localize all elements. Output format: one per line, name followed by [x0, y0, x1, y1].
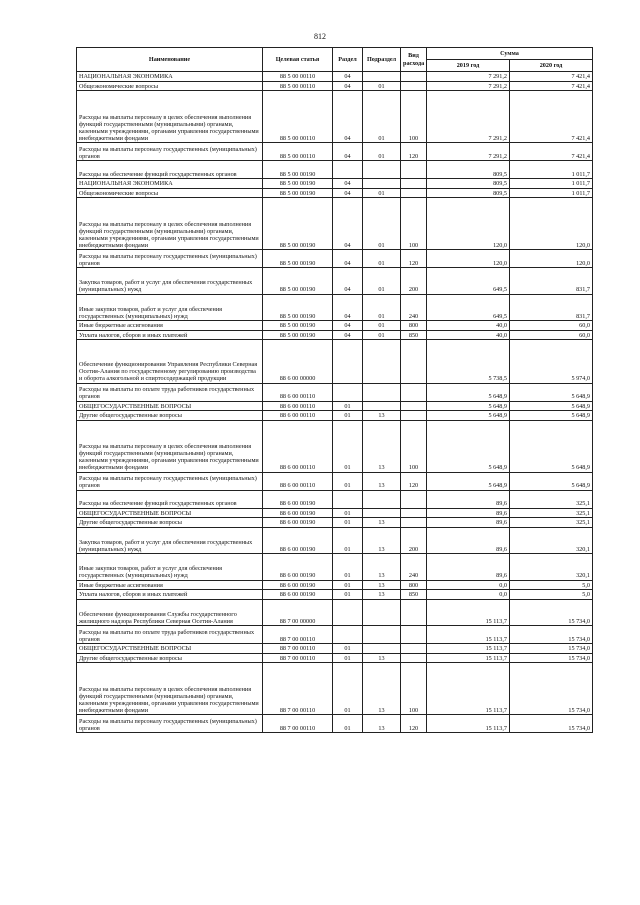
row-expense-type-cell: [401, 383, 427, 401]
row-name-cell: Расходы на обеспечение функций государственных органов: [77, 490, 263, 508]
row-subsection-cell: 01: [363, 330, 401, 340]
row-article-cell: 88 5 00 00190: [263, 294, 333, 321]
row-name-cell: Другие общегосударственные вопросы: [77, 653, 263, 663]
row-expense-type-cell: [401, 644, 427, 654]
row-subsection-cell: [363, 490, 401, 508]
row-sum-2020-cell: 320,1: [510, 554, 593, 581]
row-section-cell: [333, 599, 363, 626]
row-name-cell: Расходы на выплаты по оплате труда работников государственных органов: [77, 383, 263, 401]
row-subsection-cell: 13: [363, 472, 401, 490]
table-row: [77, 321, 593, 331]
row-article-cell: 88 5 00 00190: [263, 188, 333, 198]
row-sum-2019-cell: 40,0: [427, 321, 510, 331]
table-row: [77, 653, 593, 663]
row-section-cell: 01: [333, 580, 363, 590]
table-row: [77, 508, 593, 518]
row-section-cell: 01: [333, 411, 363, 421]
row-expense-type-cell: 120: [401, 472, 427, 490]
row-subsection-cell: [363, 644, 401, 654]
row-subsection-cell: 13: [363, 590, 401, 600]
row-subsection-cell: 01: [363, 321, 401, 331]
table-row: [77, 590, 593, 600]
budget-table: [76, 47, 593, 733]
row-sum-2020-cell: 831,7: [510, 268, 593, 295]
row-sum-2020-cell: 60,0: [510, 321, 593, 331]
row-expense-type-cell: 100: [401, 420, 427, 472]
row-article-cell: 88 5 00 00110: [263, 72, 333, 82]
row-article-cell: 88 6 00 00190: [263, 508, 333, 518]
row-expense-type-cell: 200: [401, 527, 427, 554]
row-sum-2019-cell: 89,6: [427, 490, 510, 508]
row-subsection-cell: 13: [363, 411, 401, 421]
row-sum-2020-cell: 15 734,0: [510, 599, 593, 626]
row-sum-2020-cell: 5 648,9: [510, 420, 593, 472]
row-section-cell: 01: [333, 653, 363, 663]
row-name-cell: Расходы на выплаты персоналу государственных (муниципальных) органов: [77, 715, 263, 733]
row-article-cell: 88 5 00 00190: [263, 330, 333, 340]
row-subsection-cell: 01: [363, 198, 401, 250]
header-article: Целевая статья: [263, 48, 333, 72]
row-name-cell: Другие общегосударственные вопросы: [77, 411, 263, 421]
table-row: [77, 420, 593, 472]
row-section-cell: 04: [333, 72, 363, 82]
row-article-cell: 88 7 00 00110: [263, 663, 333, 715]
row-subsection-cell: 13: [363, 527, 401, 554]
row-section-cell: 04: [333, 268, 363, 295]
row-name-cell: Иные закупки товаров, работ и услуг для обеспечения государственных (муниципальных) нужд: [77, 294, 263, 321]
table-body: [77, 72, 593, 733]
row-article-cell: 88 5 00 00190: [263, 179, 333, 189]
header-year-2020: 2020 год: [510, 60, 593, 72]
row-sum-2019-cell: 5 648,9: [427, 420, 510, 472]
row-sum-2019-cell: 5 738,5: [427, 340, 510, 384]
row-name-cell: Иные бюджетные ассигнования: [77, 580, 263, 590]
row-article-cell: 88 5 00 00190: [263, 198, 333, 250]
row-sum-2019-cell: 649,5: [427, 268, 510, 295]
row-expense-type-cell: [401, 340, 427, 384]
row-sum-2019-cell: 809,5: [427, 188, 510, 198]
row-expense-type-cell: 100: [401, 91, 427, 143]
row-section-cell: 01: [333, 508, 363, 518]
row-name-cell: Общеэкономические вопросы: [77, 188, 263, 198]
row-expense-type-cell: [401, 179, 427, 189]
row-article-cell: 88 5 00 00190: [263, 321, 333, 331]
row-sum-2020-cell: 5 648,9: [510, 411, 593, 421]
row-sum-2020-cell: 15 734,0: [510, 626, 593, 644]
row-name-cell: Обеспечение функционирования Службы государственного жилищного надзора Республики Северная Осетия-Алания: [77, 599, 263, 626]
table-row: [77, 340, 593, 384]
page-number: 812: [314, 32, 326, 41]
row-sum-2019-cell: 89,6: [427, 518, 510, 528]
row-sum-2019-cell: 5 648,9: [427, 411, 510, 421]
row-expense-type-cell: 200: [401, 268, 427, 295]
row-article-cell: 88 5 00 00110: [263, 81, 333, 91]
row-section-cell: 01: [333, 663, 363, 715]
row-subsection-cell: 01: [363, 143, 401, 161]
row-expense-type-cell: 120: [401, 143, 427, 161]
row-sum-2019-cell: 15 113,7: [427, 626, 510, 644]
row-name-cell: Уплата налогов, сборов и иных платежей: [77, 330, 263, 340]
row-sum-2019-cell: 15 113,7: [427, 715, 510, 733]
row-article-cell: 88 5 00 00110: [263, 91, 333, 143]
row-article-cell: 88 6 00 00110: [263, 411, 333, 421]
row-article-cell: 88 6 00 00110: [263, 383, 333, 401]
row-expense-type-cell: 240: [401, 554, 427, 581]
row-sum-2020-cell: 325,1: [510, 508, 593, 518]
row-sum-2019-cell: 5 648,9: [427, 472, 510, 490]
row-subsection-cell: 01: [363, 188, 401, 198]
row-subsection-cell: 01: [363, 268, 401, 295]
row-sum-2019-cell: 809,5: [427, 161, 510, 179]
row-expense-type-cell: [401, 188, 427, 198]
row-section-cell: 01: [333, 401, 363, 411]
row-name-cell: Расходы на выплаты персоналу в целях обеспечения выполнения функций государственными (муниципальными) органами, казенными учреждениями, органами управления государственными внебюджетными фондами: [77, 198, 263, 250]
row-sum-2020-cell: 5,0: [510, 580, 593, 590]
row-section-cell: 04: [333, 330, 363, 340]
row-sum-2019-cell: 120,0: [427, 250, 510, 268]
row-article-cell: 88 7 00 00110: [263, 626, 333, 644]
row-section-cell: 01: [333, 590, 363, 600]
table-row: [77, 330, 593, 340]
row-subsection-cell: [363, 161, 401, 179]
row-section-cell: 04: [333, 250, 363, 268]
row-subsection-cell: [363, 72, 401, 82]
row-sum-2020-cell: 831,7: [510, 294, 593, 321]
row-name-cell: Иные закупки товаров, работ и услуг для обеспечения государственных (муниципальных) нужд: [77, 554, 263, 581]
row-expense-type-cell: [401, 411, 427, 421]
row-section-cell: 04: [333, 81, 363, 91]
row-name-cell: Общеэкономические вопросы: [77, 81, 263, 91]
row-subsection-cell: 01: [363, 250, 401, 268]
row-expense-type-cell: [401, 518, 427, 528]
row-section-cell: 01: [333, 644, 363, 654]
table-row: [77, 268, 593, 295]
row-subsection-cell: 13: [363, 580, 401, 590]
header-year-2019: 2019 год: [427, 60, 510, 72]
row-expense-type-cell: 800: [401, 580, 427, 590]
row-expense-type-cell: 850: [401, 590, 427, 600]
row-article-cell: 88 5 00 00190: [263, 268, 333, 295]
row-subsection-cell: 01: [363, 294, 401, 321]
row-section-cell: 04: [333, 321, 363, 331]
row-subsection-cell: 13: [363, 663, 401, 715]
row-sum-2019-cell: 89,6: [427, 554, 510, 581]
row-article-cell: 88 6 00 00190: [263, 527, 333, 554]
row-expense-type-cell: [401, 508, 427, 518]
table-row: [77, 580, 593, 590]
row-sum-2019-cell: 15 113,7: [427, 663, 510, 715]
row-article-cell: 88 6 00 00190: [263, 518, 333, 528]
row-section-cell: 04: [333, 188, 363, 198]
row-expense-type-cell: 800: [401, 321, 427, 331]
row-sum-2019-cell: 649,5: [427, 294, 510, 321]
row-sum-2020-cell: 7 421,4: [510, 72, 593, 82]
table-row: [77, 401, 593, 411]
row-article-cell: 88 5 00 00190: [263, 161, 333, 179]
table-row: [77, 663, 593, 715]
row-sum-2019-cell: 7 291,2: [427, 143, 510, 161]
row-sum-2019-cell: 15 113,7: [427, 599, 510, 626]
row-sum-2020-cell: 120,0: [510, 250, 593, 268]
table-row: [77, 599, 593, 626]
row-section-cell: 01: [333, 554, 363, 581]
row-article-cell: 88 5 00 00110: [263, 143, 333, 161]
row-sum-2020-cell: 325,1: [510, 518, 593, 528]
table-row: [77, 490, 593, 508]
row-article-cell: 88 7 00 00110: [263, 644, 333, 654]
row-subsection-cell: 01: [363, 81, 401, 91]
row-sum-2020-cell: 5 648,9: [510, 401, 593, 411]
row-article-cell: 88 6 00 00190: [263, 554, 333, 581]
row-sum-2020-cell: 60,0: [510, 330, 593, 340]
row-name-cell: Расходы на выплаты персоналу государственных (муниципальных) органов: [77, 143, 263, 161]
row-subsection-cell: [363, 508, 401, 518]
row-sum-2019-cell: 89,6: [427, 527, 510, 554]
row-sum-2020-cell: 1 011,7: [510, 179, 593, 189]
row-section-cell: 01: [333, 472, 363, 490]
row-subsection-cell: 13: [363, 420, 401, 472]
row-expense-type-cell: 240: [401, 294, 427, 321]
row-sum-2019-cell: 7 291,2: [427, 81, 510, 91]
row-sum-2020-cell: 325,1: [510, 490, 593, 508]
row-section-cell: [333, 383, 363, 401]
table-row: [77, 188, 593, 198]
row-subsection-cell: 13: [363, 518, 401, 528]
header-expense-type: Вид расхода: [401, 48, 427, 72]
row-expense-type-cell: 120: [401, 250, 427, 268]
row-article-cell: 88 6 00 00000: [263, 340, 333, 384]
row-expense-type-cell: [401, 81, 427, 91]
row-sum-2019-cell: 809,5: [427, 179, 510, 189]
row-sum-2019-cell: 120,0: [427, 198, 510, 250]
row-article-cell: 88 7 00 00110: [263, 653, 333, 663]
row-sum-2019-cell: 5 648,9: [427, 383, 510, 401]
table-row: [77, 91, 593, 143]
row-sum-2020-cell: 5 648,9: [510, 472, 593, 490]
row-subsection-cell: [363, 626, 401, 644]
row-sum-2019-cell: 15 113,7: [427, 653, 510, 663]
row-sum-2019-cell: 5 648,9: [427, 401, 510, 411]
table-row: [77, 179, 593, 189]
table-row: [77, 250, 593, 268]
table-row: [77, 72, 593, 82]
table-row: [77, 554, 593, 581]
row-sum-2020-cell: 5,0: [510, 590, 593, 600]
row-name-cell: ОБЩЕГОСУДАРСТВЕННЫЕ ВОПРОСЫ: [77, 508, 263, 518]
row-name-cell: НАЦИОНАЛЬНАЯ ЭКОНОМИКА: [77, 72, 263, 82]
row-sum-2019-cell: 7 291,2: [427, 91, 510, 143]
row-name-cell: Расходы на выплаты персоналу в целях обеспечения выполнения функций государственными (муниципальными) органами, казенными учреждениями, органами управления государственными внебюджетными фондами: [77, 663, 263, 715]
header-name: Наименование: [77, 48, 263, 72]
row-article-cell: 88 7 00 00000: [263, 599, 333, 626]
row-sum-2019-cell: 89,6: [427, 508, 510, 518]
row-expense-type-cell: [401, 161, 427, 179]
row-sum-2020-cell: 120,0: [510, 198, 593, 250]
row-subsection-cell: [363, 340, 401, 384]
row-sum-2019-cell: 40,0: [427, 330, 510, 340]
row-name-cell: Расходы на обеспечение функций государственных органов: [77, 161, 263, 179]
row-article-cell: 88 6 00 00110: [263, 420, 333, 472]
row-name-cell: Уплата налогов, сборов и иных платежей: [77, 590, 263, 600]
row-section-cell: 01: [333, 518, 363, 528]
table-row: [77, 518, 593, 528]
row-section-cell: 04: [333, 91, 363, 143]
row-name-cell: Расходы на выплаты персоналу в целях обеспечения выполнения функций государственными (муниципальными) органами, казенными учреждениями, органами управления государственными внебюджетными фондами: [77, 420, 263, 472]
table-row: [77, 715, 593, 733]
row-sum-2020-cell: 7 421,4: [510, 81, 593, 91]
row-sum-2020-cell: 5 974,0: [510, 340, 593, 384]
row-name-cell: Расходы на выплаты по оплате труда работников государственных органов: [77, 626, 263, 644]
table-header: [77, 48, 593, 72]
row-article-cell: 88 5 00 00190: [263, 250, 333, 268]
row-subsection-cell: [363, 599, 401, 626]
row-subsection-cell: [363, 401, 401, 411]
row-subsection-cell: 01: [363, 91, 401, 143]
table-row: [77, 198, 593, 250]
row-sum-2020-cell: 15 734,0: [510, 653, 593, 663]
row-name-cell: ОБЩЕГОСУДАРСТВЕННЫЕ ВОПРОСЫ: [77, 401, 263, 411]
header-sum: Сумма: [427, 48, 593, 60]
row-name-cell: Закупка товаров, работ и услуг для обеспечения государственных (муниципальных) нужд: [77, 268, 263, 295]
row-expense-type-cell: [401, 401, 427, 411]
row-article-cell: 88 6 00 00110: [263, 401, 333, 411]
row-expense-type-cell: [401, 599, 427, 626]
table-row: [77, 411, 593, 421]
row-sum-2019-cell: 15 113,7: [427, 644, 510, 654]
table-row: [77, 383, 593, 401]
row-expense-type-cell: 100: [401, 663, 427, 715]
table-row: [77, 644, 593, 654]
row-expense-type-cell: [401, 626, 427, 644]
row-section-cell: [333, 161, 363, 179]
row-expense-type-cell: 120: [401, 715, 427, 733]
row-subsection-cell: 13: [363, 653, 401, 663]
row-name-cell: Расходы на выплаты персоналу в целях обеспечения выполнения функций государственными (муниципальными) органами, казенными учреждениями, органами управления государственными внебюджетными фондами: [77, 91, 263, 143]
row-section-cell: 04: [333, 143, 363, 161]
row-sum-2019-cell: 7 291,2: [427, 72, 510, 82]
table-row: [77, 294, 593, 321]
table-row: [77, 626, 593, 644]
row-name-cell: Обеспечение функционирования Управления Республики Северная Осетия-Алания по государственному регулированию производства и оборота алкогольной и спиртосодержащей продукции: [77, 340, 263, 384]
row-article-cell: 88 6 00 00110: [263, 472, 333, 490]
row-article-cell: 88 7 00 00110: [263, 715, 333, 733]
row-name-cell: Расходы на выплаты персоналу государственных (муниципальных) органов: [77, 250, 263, 268]
row-article-cell: 88 6 00 00190: [263, 580, 333, 590]
row-subsection-cell: 13: [363, 715, 401, 733]
row-expense-type-cell: [401, 72, 427, 82]
row-subsection-cell: 13: [363, 554, 401, 581]
row-sum-2020-cell: 7 421,4: [510, 91, 593, 143]
row-name-cell: Иные бюджетные ассигнования: [77, 321, 263, 331]
row-section-cell: [333, 626, 363, 644]
row-expense-type-cell: [401, 653, 427, 663]
row-subsection-cell: [363, 179, 401, 189]
header-subsection: Подраздел: [363, 48, 401, 72]
row-section-cell: 04: [333, 294, 363, 321]
row-section-cell: 01: [333, 527, 363, 554]
row-section-cell: 01: [333, 420, 363, 472]
row-article-cell: 88 6 00 00190: [263, 490, 333, 508]
row-sum-2019-cell: 0,0: [427, 590, 510, 600]
row-sum-2020-cell: 5 648,9: [510, 383, 593, 401]
table-row: [77, 472, 593, 490]
row-sum-2020-cell: 15 734,0: [510, 663, 593, 715]
row-expense-type-cell: 850: [401, 330, 427, 340]
row-section-cell: [333, 490, 363, 508]
row-subsection-cell: [363, 383, 401, 401]
row-sum-2020-cell: 7 421,4: [510, 143, 593, 161]
table-row: [77, 527, 593, 554]
row-section-cell: 01: [333, 715, 363, 733]
row-name-cell: НАЦИОНАЛЬНАЯ ЭКОНОМИКА: [77, 179, 263, 189]
row-sum-2020-cell: 15 734,0: [510, 644, 593, 654]
row-sum-2020-cell: 1 011,7: [510, 161, 593, 179]
row-sum-2020-cell: 320,1: [510, 527, 593, 554]
table-row: [77, 161, 593, 179]
row-section-cell: 04: [333, 179, 363, 189]
table-row: [77, 143, 593, 161]
row-sum-2020-cell: 15 734,0: [510, 715, 593, 733]
row-expense-type-cell: [401, 490, 427, 508]
row-expense-type-cell: 100: [401, 198, 427, 250]
row-name-cell: Другие общегосударственные вопросы: [77, 518, 263, 528]
row-sum-2019-cell: 0,0: [427, 580, 510, 590]
row-sum-2020-cell: 1 011,7: [510, 188, 593, 198]
row-article-cell: 88 6 00 00190: [263, 590, 333, 600]
row-section-cell: 04: [333, 198, 363, 250]
row-name-cell: Закупка товаров, работ и услуг для обеспечения государственных (муниципальных) нужд: [77, 527, 263, 554]
row-name-cell: Расходы на выплаты персоналу государственных (муниципальных) органов: [77, 472, 263, 490]
header-section: Раздел: [333, 48, 363, 72]
row-name-cell: ОБЩЕГОСУДАРСТВЕННЫЕ ВОПРОСЫ: [77, 644, 263, 654]
table-row: [77, 81, 593, 91]
row-section-cell: [333, 340, 363, 384]
